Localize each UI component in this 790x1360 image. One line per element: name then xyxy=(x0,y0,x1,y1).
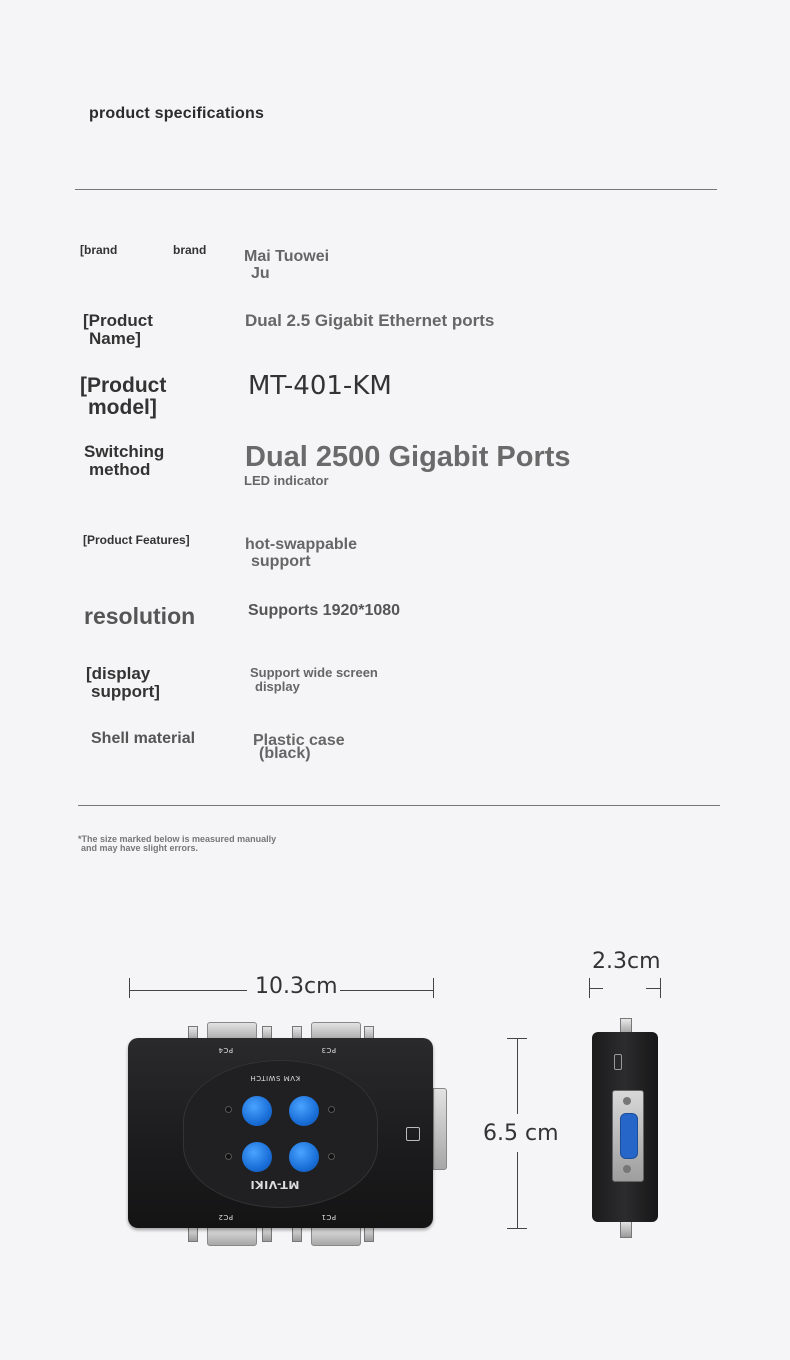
switching-method-value: Dual 2500 Gigabit Ports xyxy=(245,441,571,473)
pc-select-button-3[interactable] xyxy=(289,1096,319,1126)
page-title: product specifications xyxy=(89,105,265,122)
product-features-value-line2: support xyxy=(251,552,311,570)
measurement-note xyxy=(78,835,276,854)
brand-mark: MT-VIKI xyxy=(250,1178,300,1191)
vga-socket xyxy=(620,1113,638,1159)
right-vga-port xyxy=(433,1088,447,1170)
resolution-value: Supports 1920*1080 xyxy=(248,602,401,619)
resolution-label: resolution xyxy=(84,603,196,629)
product-name-label-line1: [Product xyxy=(83,311,153,330)
switching-method-subvalue: LED indicator xyxy=(244,473,329,488)
width-dim-left-tick xyxy=(129,978,130,998)
height-dim-line-bottom xyxy=(517,1152,518,1228)
height-dim-bottom-tick xyxy=(507,1228,527,1229)
product-name-value: Dual 2.5 Gigabit Ethernet ports xyxy=(245,311,495,330)
bottom-pin xyxy=(262,1226,272,1242)
side-bottom-pin xyxy=(620,1220,632,1238)
width-dim-line-right xyxy=(340,990,433,991)
pc-select-button-4[interactable] xyxy=(242,1096,272,1126)
shell-material-label: Shell material xyxy=(91,730,196,747)
screw-icon xyxy=(623,1165,631,1173)
led-indicator xyxy=(328,1153,335,1160)
display-support-value xyxy=(250,666,378,693)
brand-value-line2: Ju xyxy=(251,264,270,282)
display-support-value-line1: Support wide screen xyxy=(250,665,378,680)
depth-dim-line-left xyxy=(589,988,603,989)
usb-icon xyxy=(406,1127,420,1141)
pc-select-button-2[interactable] xyxy=(242,1142,272,1172)
device-body xyxy=(128,1038,433,1228)
bottom-pin xyxy=(292,1226,302,1242)
bottom-pin xyxy=(188,1226,198,1242)
switching-method-label-line1: Switching xyxy=(84,442,165,461)
pc3-label: PC3 xyxy=(321,1046,337,1054)
led-indicator xyxy=(225,1106,232,1113)
bottom-pin xyxy=(364,1226,374,1242)
display-support-value-line2: display xyxy=(255,678,300,694)
side-body xyxy=(592,1032,658,1222)
product-model-label-line2: model] xyxy=(88,396,157,420)
product-name-label xyxy=(83,312,153,348)
pc1-label: PC1 xyxy=(321,1213,337,1221)
product-model-label-line1: [Product xyxy=(80,374,167,397)
brand-label: [brand xyxy=(80,243,118,257)
depth-dimension: 2.3cm xyxy=(592,949,661,974)
bottom-vga-port xyxy=(311,1226,361,1246)
height-dim-line-top xyxy=(517,1038,518,1114)
depth-dim-line-right xyxy=(646,988,660,989)
led-indicator xyxy=(328,1106,335,1113)
brand-label-secondary: brand xyxy=(173,243,207,257)
switching-method-label xyxy=(84,443,164,479)
shell-material-value xyxy=(253,733,345,763)
height-dimension: 6.5 cm xyxy=(483,1121,559,1146)
bottom-divider xyxy=(78,805,720,806)
top-divider xyxy=(75,189,717,190)
product-name-label-line2: Name] xyxy=(89,328,141,348)
width-dim-right-tick xyxy=(433,978,434,998)
depth-dim-right-tick xyxy=(660,978,661,998)
display-support-label-line1: [display xyxy=(86,664,151,683)
measurement-note-line2: and may have slight errors. xyxy=(81,843,199,854)
brand-value-line1: Mai Tuowei xyxy=(244,248,330,265)
pc2-label: PC2 xyxy=(218,1213,234,1221)
product-model-value: MT-401-KM xyxy=(248,371,392,401)
switching-method-label-line2: method xyxy=(89,459,151,479)
display-support-label xyxy=(86,665,160,701)
screw-icon xyxy=(623,1097,631,1105)
pc4-label: PC4 xyxy=(218,1046,234,1054)
product-features-value xyxy=(245,537,357,571)
width-dimension: 10.3cm xyxy=(255,974,338,999)
brand-value xyxy=(244,249,329,283)
kvm-switch-label: KVM SWITCH xyxy=(250,1074,301,1082)
led-indicator xyxy=(225,1153,232,1160)
shell-material-value-line1: Plastic case xyxy=(253,732,345,749)
width-dim-line-left xyxy=(129,990,247,991)
product-features-value-line1: hot-swappable xyxy=(245,536,358,553)
bottom-vga-port xyxy=(207,1226,257,1246)
pc-select-button-1[interactable] xyxy=(289,1142,319,1172)
product-features-label: [Product Features] xyxy=(83,533,190,547)
side-vga-port xyxy=(612,1090,644,1182)
shell-material-value-line2: (black) xyxy=(259,744,311,762)
measurement-note-line1: *The size marked below is measured manually xyxy=(78,834,277,844)
product-model-label xyxy=(80,375,166,419)
side-usb-port xyxy=(614,1054,622,1070)
display-support-label-line2: support] xyxy=(91,681,160,701)
